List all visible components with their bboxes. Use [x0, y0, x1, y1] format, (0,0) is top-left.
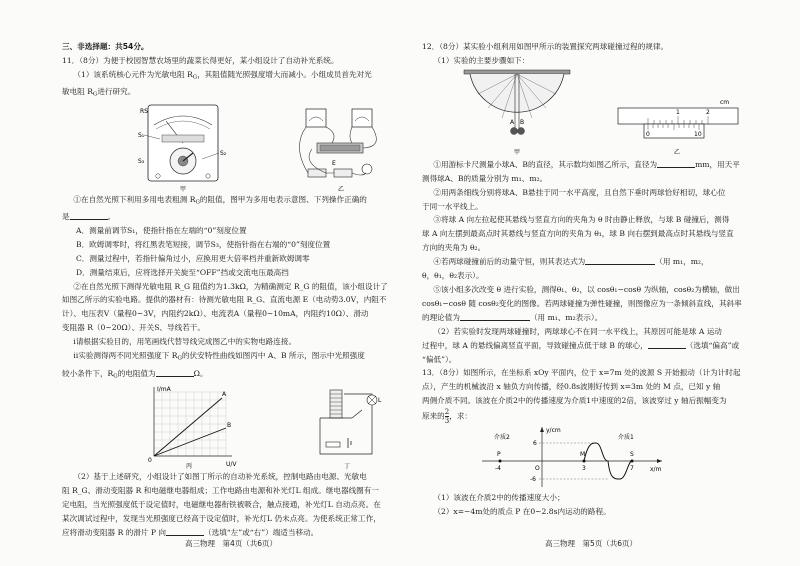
q11-figures-top [62, 103, 388, 193]
svg-text:x/m: x/m [650, 466, 662, 474]
answer-blank[interactable] [648, 339, 686, 349]
q12-step1: ①用游标卡尺测量小球A、B的直径，其示数均如图乙所示，直径为 mm，用天平 [433, 159, 740, 169]
right-page [422, 40, 756, 519]
q13-question1: （1）该波在介质2中的传播速度大小； [433, 493, 565, 503]
relay-circuit [320, 390, 382, 454]
q12-step3: ③将球 A 向左拉起使其悬线与竖直方向的夹角为 θ 时由静止释放，与球 B 碰撞后，测得 [433, 215, 730, 225]
q11-part2-line1: （2）基于上述研究，小组设计了如图丁所示的自动补光系统，控制电路由电源、光敏电 [73, 471, 367, 481]
fig-bing-label: 丙 [186, 462, 193, 470]
q11-figures-bottom [62, 384, 388, 470]
svg-text:介质1: 介质1 [618, 434, 634, 442]
svg-text:S₁: S₁ [138, 131, 145, 139]
q13-line3: 两侧介质不同。该波在介质2中的传播速度为介质1中速度的2倍，该波穿过 y 轴后振幅变为 [422, 396, 727, 406]
svg-text:A: A [222, 390, 227, 398]
q12-figures [422, 68, 756, 158]
q11-sub-i: ⅰ请根据实验目的，用笔画线代替导线完成图乙中的实物电路连接。 [73, 337, 297, 347]
svg-text:E: E [332, 159, 336, 167]
q11-part2-line3: 定电阻，当光照强度低于设定值时，电磁继电器衔铁被吸合，触点接通，补光灯L 自动点亮。在 [62, 499, 381, 509]
svg-text:3: 3 [582, 465, 586, 473]
svg-text:6: 6 [533, 440, 537, 448]
fraction-two-thirds: $\frac{2}{3}$ [444, 408, 450, 426]
q12-step3-cont: 球 A 向左摆到最高点时其悬线与竖直方向的夹角为 θ₁，球 B 向右摆到最高点时其悬线与竖直 [422, 229, 734, 239]
q11-step2-line3: 计）、电压表V（量程0~3V，内阻约2kΩ）、电流表A（量程0~10mA，内阻约10Ω）、滑动 [62, 309, 369, 319]
q12-step4-cont: θ，θ₁，θ₂表示）。 [422, 271, 484, 281]
q11-step1: ①在自然光照下利用多用电表粗测 $R_G$的阻值，图甲为多用电表示意图、下列操作正确的 [73, 194, 367, 206]
fig-yi-label: 乙 [338, 185, 345, 193]
q11-step1-end: 是 。 [62, 212, 116, 222]
q12-part2-cont: 过程中，球 A 的悬线偏离竖直平面，导致碰撞点低于球 B 的球心， （选填“偏高”或 [422, 340, 740, 350]
fig-jia-label: 甲 [514, 148, 521, 156]
svg-text:-4: -4 [495, 465, 501, 473]
svg-text:7: 7 [630, 465, 634, 473]
q12-step2: ②用两条细线分别将球A、B悬挂于同一水平高度，且自然下垂时两球恰好相切，球心位 [433, 187, 726, 197]
q13-wave-figure [422, 425, 756, 491]
answer-blank[interactable] [460, 311, 530, 321]
answer-blank[interactable] [70, 210, 108, 220]
q13-line4: 原来的 $\frac{2}{3}$ ，求： [422, 408, 473, 426]
svg-text:0: 0 [646, 130, 650, 138]
q12-step3-end: 方向的夹角为 θ₂。 [422, 243, 486, 253]
svg-text:A: A [510, 118, 515, 126]
q13-line1: 13．（8分）如图所示，在坐标系 xOy 平面内，位于 x=7m 处的波源 S 开始振动（计为计时起 [422, 368, 741, 378]
answer-blank[interactable] [657, 158, 695, 168]
svg-text:0: 0 [148, 456, 152, 464]
footer-right: 高三物理 第5页（共6页） [545, 539, 638, 548]
svg-text:S₃: S₃ [138, 157, 145, 165]
pendulum-and-caliper-figure [422, 68, 756, 158]
svg-text:1: 1 [676, 108, 680, 116]
q11-part2-line5: 应将滑动变阻器 R 的滑片 P 向 （选填“左”或“右”）端适当移动。 [62, 527, 319, 537]
q13-line2: 点），产生的机械波沿 x 轴负方向传播，经0.8s波刚好传到 x=3m 处的 M 点，已知 y 轴 [422, 382, 721, 392]
q11-intro: 11．（8分）为便于校园智慧农场里的蔬菜长得更好，某小组设计了自动补光系统。 [62, 55, 339, 65]
q12-step4: ④若两球碰撞前后的动量守恒，则其表达式为 （用 m₁，m₂， [433, 257, 709, 267]
q11-option-b: B．欧姆调零时，将红黑表笔短接，调节S₃，使指针指在右端的“0”刻度位置 [76, 239, 331, 249]
q11-part2-line4: 某次调试过程中，发现当光照强度已经高于设定值时，补光灯L 仍未点亮。为使系统正常工作， [62, 513, 381, 523]
svg-text:S: S [630, 451, 634, 459]
svg-text:U/V: U/V [226, 460, 237, 468]
iv-graph-and-relay-figure [62, 384, 388, 470]
multimeter-diagram [138, 105, 227, 181]
q11-step2-line2: 如图乙所示的实验电路。提供的器材有：待测光敏电阻 R_G、直流电源 E（电动势3.0V，内阻不 [62, 295, 387, 305]
q11-sub-ii: ⅱ实验测得两不同光照强度下 $R_G$的伏安特性曲线如图丙中 A、B 所示，图示中光照强度 [73, 351, 365, 362]
answer-blank[interactable] [156, 367, 194, 377]
svg-text:M: M [580, 451, 586, 459]
section-heading: 三、非选择题：共54分。 [62, 42, 149, 51]
answer-blank[interactable] [166, 526, 204, 536]
fig-ding-label: 丁 [344, 462, 351, 470]
fig-jia-label: 甲 [180, 185, 187, 193]
q12-step5: ⑤该小组多次改变 θ 进行实验，测得θ₁、θ₂，以 cosθ₁−cosθ 为纵轴，cosθ₂为横轴，做出 [433, 284, 740, 294]
svg-text:B: B [227, 421, 232, 429]
pendulum-apparatus [464, 70, 570, 135]
svg-text:P: P [497, 451, 501, 459]
q12-step1-cont: 测得球A、B的质量分别为 m₁、m₂。 [422, 173, 548, 183]
q11-option-a: A．测量前调节S₁，使指针指在左端的“0”刻度位置 [76, 225, 247, 235]
wave-graph [422, 425, 756, 491]
vernier-caliper [618, 99, 738, 138]
q11-option-c: C．测量过程中，若指针偏角过小，应换用更大倍率档并重新欧姆调零 [76, 253, 310, 263]
circuit-diagram [299, 109, 376, 177]
q12-part2: （2）若实验时发现两球碰撞时，两球球心不在同一水平线上，其原因可能是球 A 运动 [433, 326, 722, 336]
svg-text:2: 2 [706, 108, 710, 116]
q11-option-d: D．测量结束后，应将选择开关旋至“OFF”挡或交流电压最高挡 [76, 267, 289, 277]
q12-intro: 12．（8分）某实验小组利用如图甲所示的装置探究两球碰撞过程的规律。 [422, 42, 669, 51]
left-page [62, 40, 388, 539]
q12-part1: （1）实验的主要步骤如下： [433, 55, 530, 65]
q11-part1: （1）该系统核心元件为光敏电阻 $R_G$，其阻值随光照强度增大而减小。小组成员首先对光 [73, 69, 372, 81]
svg-text:I/mA: I/mA [157, 385, 171, 393]
q13-question2: （2）x=−4m处的质点 P 在0~2.8s内运动的路程。 [433, 507, 611, 517]
q12-part2-end: “偏低”）。 [422, 354, 457, 364]
svg-text:RS: RS [140, 107, 148, 115]
multimeter-and-circuit-figure [62, 103, 388, 193]
q11-sub-ii-cont: 较小条件下，$R_G$的电阻值为 Ω。 [62, 368, 208, 379]
footer-left: 高三物理 第4页（共6页） [185, 539, 278, 548]
q12-step2-cont: 于同一水平线上。 [422, 201, 483, 211]
q11-step2-line1: ②在自然光照下测得光敏电阻 R_G 阻值约为1.3kΩ，为精确测定 R_G 的阻值，该小组设计了 [73, 281, 388, 291]
svg-text:O: O [535, 465, 540, 473]
svg-text:S₂: S₂ [220, 149, 227, 157]
q11-part1-cont: 敏电阻 $R_G$进行研究。 [62, 87, 136, 98]
svg-text:cm: cm [720, 98, 730, 106]
svg-text:介质2: 介质2 [494, 434, 510, 442]
svg-text:B: B [520, 118, 525, 126]
svg-text:y/cm: y/cm [546, 427, 561, 435]
svg-text:10: 10 [694, 130, 702, 138]
fig-yi-label: 乙 [674, 148, 681, 156]
q12-step5-cont: cosθ₁−cosθ 随 cosθ₂变化的图像。若两球碰撞为弹性碰撞，则图像应为一条倾斜直线，其斜率 [422, 298, 742, 308]
svg-text:L: L [378, 396, 382, 404]
answer-blank[interactable] [585, 255, 655, 265]
svg-text:-6: -6 [530, 476, 536, 484]
q12-step5-end: 的理论值为 （用 m₁、m₂表示）。 [422, 312, 603, 322]
q11-step2-line4: 变阻器 R（0~20Ω）、开关S、导线若干。 [62, 323, 205, 333]
iv-graph [148, 386, 237, 468]
q11-part2-line2: 阻 R_G、滑动变阻器 R 和电磁继电器组成；工作电路由电源和补光灯L 组成。继电器线圈有一 [62, 485, 379, 495]
